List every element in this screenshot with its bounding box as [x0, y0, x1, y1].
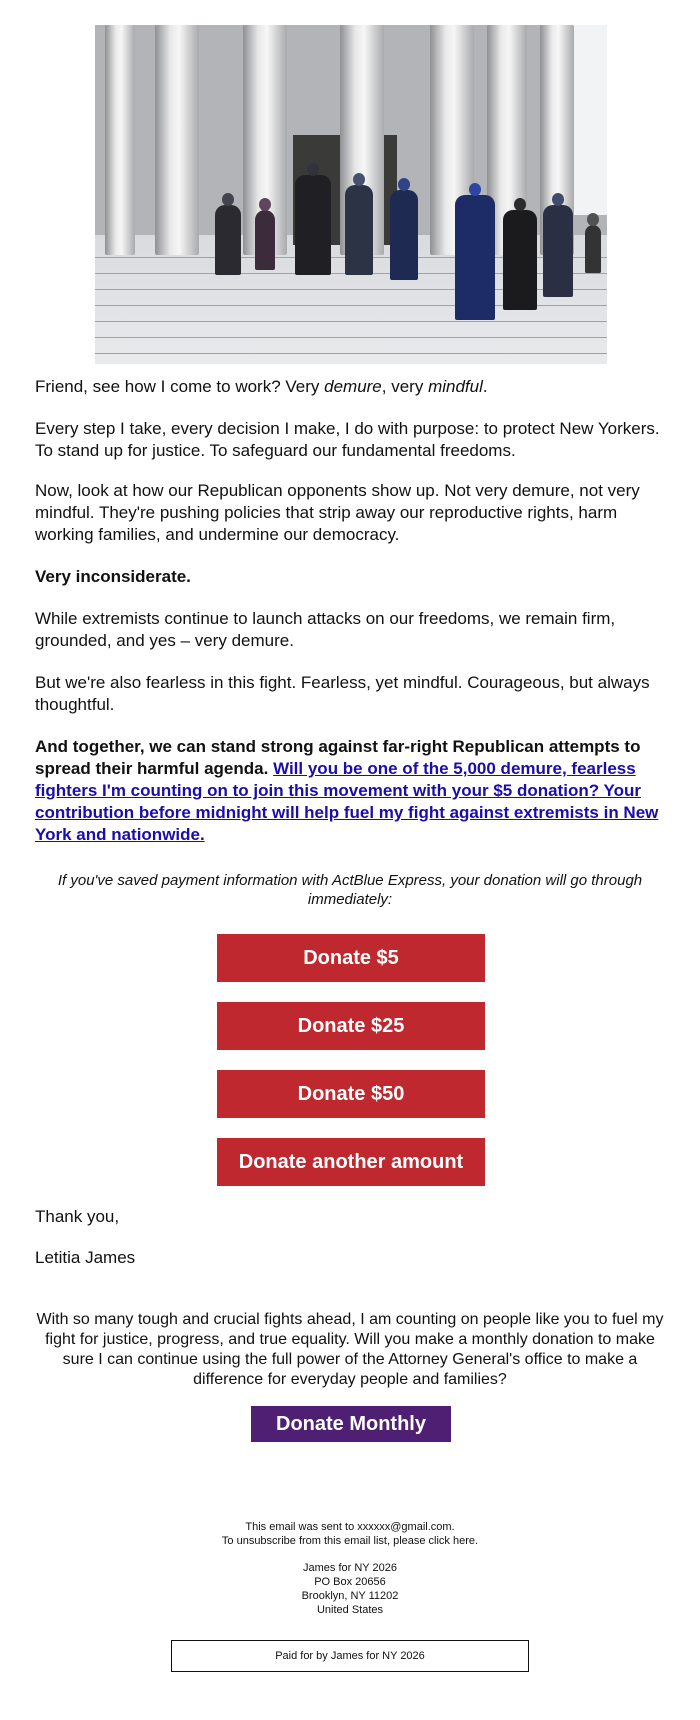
- intro-paragraph: [35, 376, 665, 398]
- donate-5-button[interactable]: Donate $5: [217, 934, 485, 982]
- ask-bold-text: And together, we can stand strong against far-right Republican attempts to spread their harmful agenda.: [35, 737, 641, 778]
- opponents-paragraph: Now, look at how our Republican opponents show up. Not very demure, not very mindful. They're pushing policies that strip away our reproductive rights, harm working families, and undermine our democracy.: [35, 481, 640, 544]
- person: [255, 210, 275, 270]
- intro-text: Friend, see how I come to work? Very: [35, 377, 325, 396]
- person: [345, 185, 373, 275]
- step-edge: [95, 337, 607, 338]
- step-edge: [95, 321, 607, 322]
- step-edge: [95, 353, 607, 354]
- column: [155, 25, 199, 255]
- footer-org: James for NY 2026: [303, 1562, 397, 1574]
- person: [390, 190, 418, 280]
- donate-5-link[interactable]: Will you be one of the 5,000 demure, fearless fighters I'm counting on to join this movement with your $5 donation? Your contribution before midnight will help fuel my fight against extremists in New York and nationwide.: [35, 759, 659, 844]
- footer-sent-to-text: .: [451, 1521, 455, 1533]
- intro-text: , very: [381, 377, 429, 396]
- intro-text: .: [482, 377, 488, 396]
- donate-50-button[interactable]: Donate $50: [217, 1070, 485, 1118]
- person: [503, 210, 537, 310]
- donate-other-amount-button[interactable]: Donate another amount: [217, 1138, 485, 1186]
- person: [585, 225, 601, 273]
- extremists-paragraph: While extremists continue to launch attacks on our freedoms, we remain firm, grounded, and yes – very demure.: [35, 609, 616, 650]
- footer-unsubscribe[interactable]: To unsubscribe from this email list, please click here.: [221, 1535, 479, 1547]
- monthly-appeal: With so many tough and crucial fights ahead, I am counting on people like you to fuel my fight for justice, progress, and true equality. Will you make a monthly donation to make sure I can continue using the full power of the Attorney General's office to make a difference for everyday people and families?: [36, 1311, 664, 1388]
- purpose-paragraph: Every step I take, every decision I make, I do with purpose: to protect New Yorkers. To stand up for justice. To safeguard our fundamental freedoms.: [35, 419, 660, 460]
- person: [543, 205, 573, 297]
- footer-country: United States: [316, 1604, 384, 1616]
- footer-sent-to: [0, 1520, 700, 1534]
- footer-po-box: PO Box 20656: [314, 1576, 386, 1588]
- inconsiderate-paragraph: Very inconsiderate.: [35, 567, 191, 586]
- hero-photo: [95, 25, 607, 364]
- person: [455, 195, 495, 320]
- intro-emphasis-mindful: mindful: [428, 377, 483, 396]
- donate-25-button[interactable]: Donate $25: [217, 1002, 485, 1050]
- signature-name: Letitia James: [35, 1248, 136, 1267]
- footer-email: xxxxxx@gmail.com: [357, 1521, 452, 1533]
- thank-you: Thank you,: [35, 1207, 120, 1226]
- footer-city: Brooklyn, NY 11202: [301, 1590, 399, 1602]
- paid-for-disclaimer: Paid for by James for NY 2026: [171, 1640, 529, 1672]
- donate-monthly-button[interactable]: Donate Monthly: [251, 1406, 451, 1442]
- column: [105, 25, 135, 255]
- fearless-paragraph: But we're also fearless in this fight. Fearless, yet mindful. Courageous, but always thoughtful.: [35, 673, 650, 714]
- actblue-express-note: If you've saved payment information with ActBlue Express, your donation will go through immediately:: [57, 872, 643, 908]
- person: [295, 175, 331, 275]
- person: [215, 205, 241, 275]
- footer-sent-to-text: This email was sent to: [245, 1521, 358, 1533]
- intro-emphasis-demure: demure: [324, 377, 382, 396]
- ask-paragraph: [35, 736, 665, 846]
